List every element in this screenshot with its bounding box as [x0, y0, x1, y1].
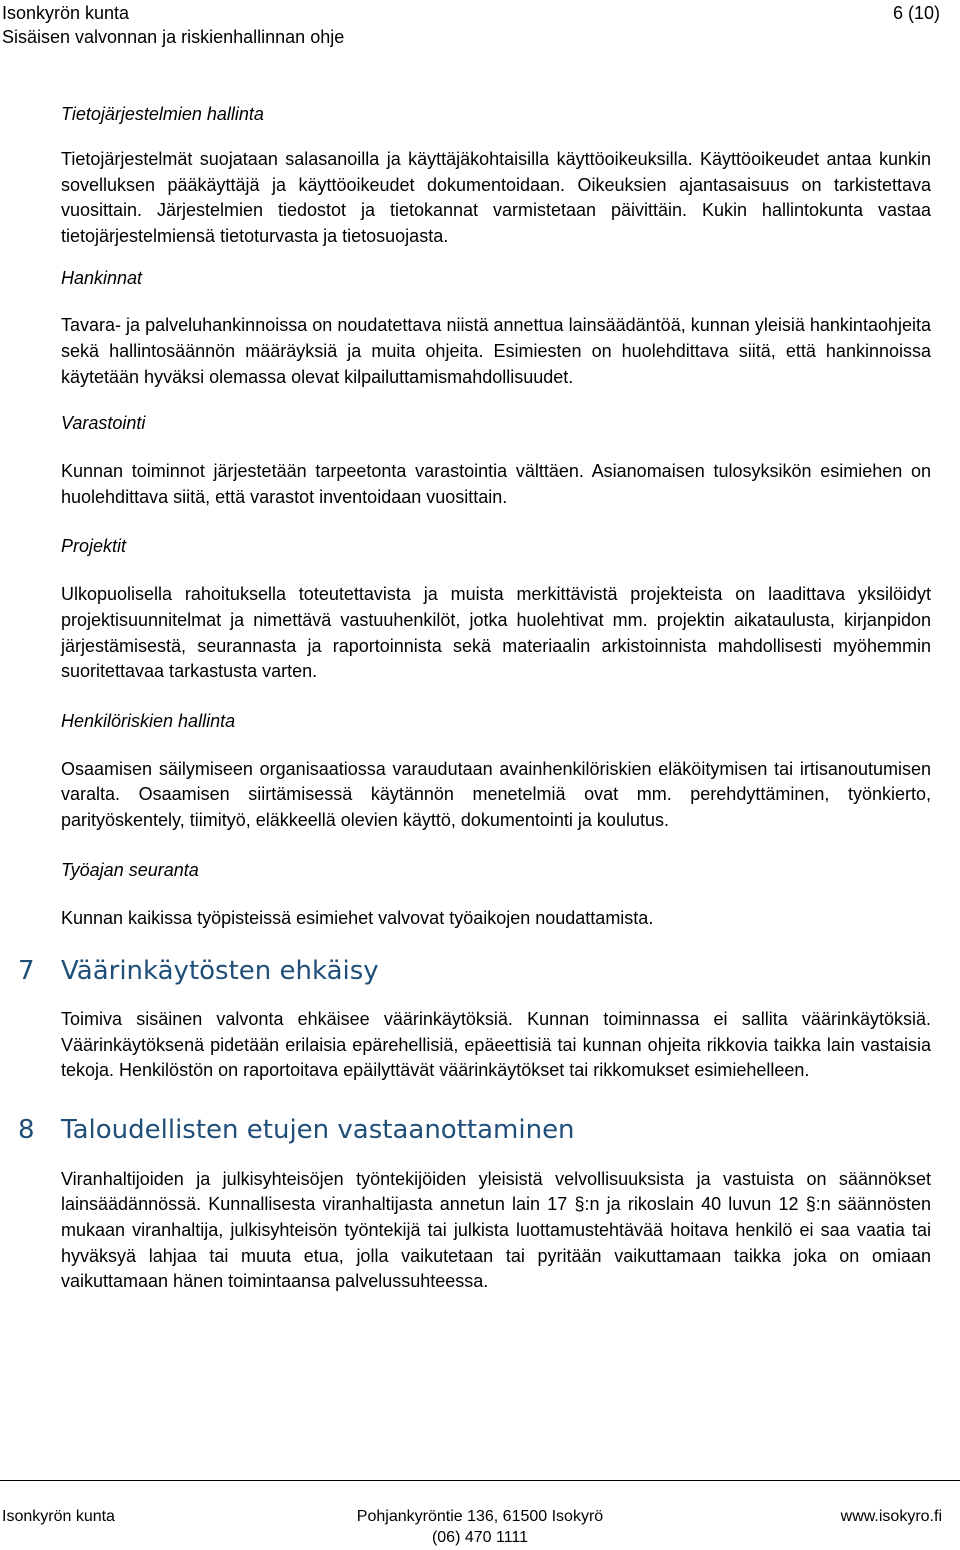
paragraph: Tietojärjestelmät suojataan salasanoilla ja käyttäjäkohtaisilla käyttöoikeuksilla. Käyttöoikeudet antaa kunkin sovelluksen pääkäyttäjä ja käyttöoikeudet dokumentoidaan. Oikeuksien ajantasaisuus on tarkistettava vuosittain. Järjestelmien tiedostot ja tietokannat varmistetaan päivittäin. Kukin hallintokunta vastaa tietojärjestelmiensä tietoturvasta ja tietosuojasta. — [61, 149, 931, 246]
subheading: Tietojärjestelmien hallinta — [61, 104, 264, 124]
section-procurement — [61, 265, 931, 390]
header-organization: Isonkyrön kunta — [2, 3, 130, 23]
paragraph: Toimiva sisäinen valvonta ehkäisee väärinkäytöksiä. Kunnan toiminnassa ei sallita väärinkäytöksiä. Väärinkäytöksenä pidetään erilaisia epärehellisiä, epäeettisiä tai kunnan ohjeita rikkovia taikka lain vastaisia tekoja. Henkilöstön on raportoitava epäilyttävät väärinkäytökset tai rikkomukset esimiehelleen. — [61, 1009, 931, 1081]
header-document-title: Sisäisen valvonnan ja riskienhallinnan ohje — [2, 27, 345, 47]
subheading: Työajan seuranta — [61, 859, 199, 880]
section-projects — [61, 533, 931, 684]
paragraph: Tavara- ja palveluhankinnoissa on noudatettava niistä annettua lainsäädäntöä, kunnan yleisiä hankintaohjeita sekä hallintosäännön määräyksiä ja muita ohjeita. Esimiesten on huolehdittava siitä, että hankinnoissa käytetään hyväksi olemassa olevat kilpailuttamismahdollisuudet. — [61, 315, 931, 387]
paragraph: Osaamisen säilymiseen organisaatiossa varaudutaan avainhenkilöriskien eläköitymisen tai irtisanoutumisen varalta. Osaamisen siirtämisessä käytännön menetelmiä ovat mm. perehdyttäminen, työnkierto, parityöskentely, tiimityö, eläkkeellä olevien käyttö, dokumentointi ja koulutus. — [61, 758, 931, 830]
section-working-time — [61, 857, 931, 932]
section-benefits — [18, 1112, 931, 1295]
subheading: Henkilöriskien hallinta — [61, 710, 236, 731]
paragraph: Ulkopuolisella rahoituksella toteutettavista ja muista merkittävistä projekteista on laadittava yksilöidyt projektisuunnitelmat ja nimettävä vastuuhenkilöt, jotka huolehtivat mm. projektin aikataulusta, kirjanpidon järjestämisestä, seurannasta ja raportoinnista sekä materiaalin arkistoinnista mahdollisesti myöhemmin suoritettavaa tarkastusta varten. — [61, 584, 931, 682]
section-heading — [18, 953, 931, 989]
page-header — [0, 0, 960, 50]
subheading: Varastointi — [61, 413, 146, 434]
section-title: Taloudellisten etujen vastaanottaminen — [61, 1114, 575, 1145]
section-misconduct — [18, 953, 931, 1084]
section-heading — [18, 1112, 931, 1148]
paragraph: Viranhaltijoiden ja julkisyhteisöjen työntekijöiden yleisistä velvollisuuksista ja vastuista on säännökset lainsäädännössä. Kunnallisesta viranhaltijasta annetun lain 17 §:n ja rikoslain 40 luvun 12 §:n säännösten mukaan viranhaltija, julkisyhteisön työntekijä tai julkista luottamustehtävää hoitava henkilö ei saa vaatia tai hyväksyä lahjaa tai muuta etua, jolla vaikutetaan tai pyritään vaikuttamaan taikka joka on omiaan vaikuttamaan hänen toimintaansa palvelussuhteessa. — [61, 1168, 931, 1292]
subheading: Projektit — [61, 536, 127, 557]
section-number: 7 — [18, 956, 35, 987]
document-body — [18, 101, 931, 1295]
footer-divider — [0, 1480, 960, 1481]
section-it-systems — [61, 101, 931, 249]
paragraph: Kunnan toiminnot järjestetään tarpeetonta varastointia välttäen. Asianomaisen tulosyksikön esimiehen on huolehdittava siitä, että varastot inventoidaan vuosittain. — [61, 461, 931, 507]
section-personnel-risks — [61, 708, 931, 834]
header-page-number: 6 (10) — [892, 3, 940, 23]
section-number: 8 — [18, 1114, 35, 1145]
section-storage — [61, 410, 931, 510]
footer-organization: Isonkyrön kunta — [2, 1508, 115, 1525]
paragraph: Kunnan kaikissa työpisteissä esimiehet valvovat työaikojen noudattamista. — [61, 907, 654, 928]
footer-phone: (06) 470 1111 — [431, 1529, 529, 1546]
footer-address: Pohjankyröntie 136, 61500 Isokyrö — [356, 1508, 604, 1525]
section-title: Väärinkäytösten ehkäisy — [61, 956, 379, 987]
subheading: Hankinnat — [61, 268, 143, 289]
footer-website[interactable]: www.isokyro.fi — [840, 1508, 942, 1525]
